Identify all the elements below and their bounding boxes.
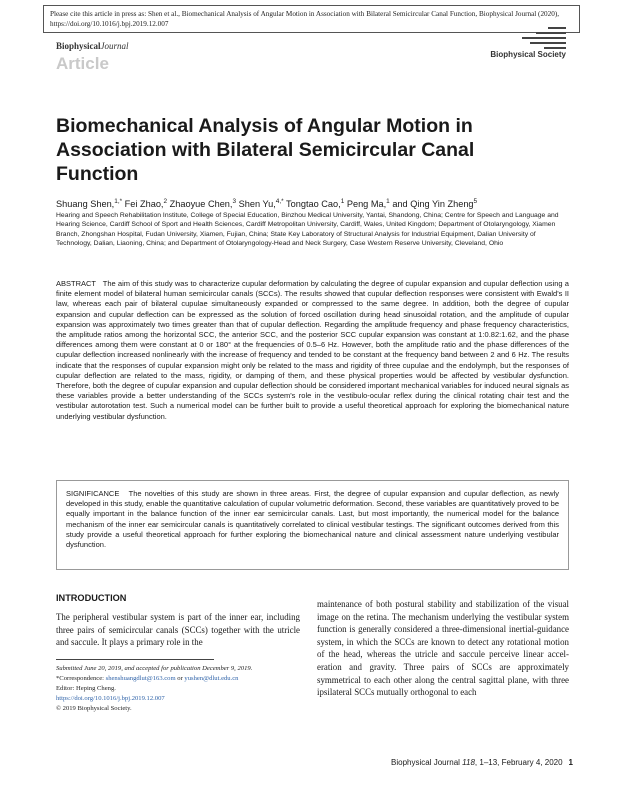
article-title: Biomechanical Analysis of Angular Motion in Association with Bilateral Semicircular Canal Function [56, 115, 475, 185]
author-affiliation: 1 [340, 197, 345, 205]
abstract-label: ABSTRACT [56, 279, 97, 288]
footnotes [56, 664, 300, 714]
author-name: and Qing Yin Zheng [389, 199, 474, 209]
author-name: Fei Zhao, [122, 199, 164, 209]
author-name: Zhaoyue Chen, [167, 199, 233, 209]
introduction-text-right: maintenance of both postural stability and stabilization of the visual image on the retina. The mechanism underlying the vestibular system function is generally considered a three-dimensional inertial-guidance system, in which the SCCs are known to detect any rotational motion of the head, whereas the utricle and saccule perceive linear acceleration and gravity. Three pairs of SCCs are approximately symmetrical to each other along the central sagittal plane, with three ipsilateral SCCs mutually orthogonal to each [317, 599, 569, 698]
introduction-text-left: The peripheral vestibular system is part of the inner ear, including three pairs of semicircular canals (SCCs) together with the utricle and saccule. It plays a primary role in the [56, 612, 300, 648]
significance-label: SIGNIFICANCE [66, 489, 120, 498]
article-type-label: Article [56, 54, 109, 73]
page-footer [343, 758, 573, 767]
footer-volume: 118 [462, 758, 475, 767]
author-name: Shuang Shen, [56, 199, 115, 209]
society-name: Biophysical Society [490, 50, 566, 59]
doi-link[interactable]: https://doi.org/10.1016/j.bpj.2019.12.007 [56, 694, 165, 702]
society-logo [486, 27, 566, 67]
email-link[interactable]: shenshuangdlut@163.com [105, 674, 176, 682]
correspondence: *Correspondence: shenshuangdlut@163.com or yushen@dlut.edu.cn [56, 674, 239, 682]
author-name: Shen Yu, [236, 199, 276, 209]
left-column [56, 593, 300, 714]
journal-name-bold: Biophysical [56, 41, 101, 51]
author-name: Peng Ma, [344, 199, 387, 209]
journal-name-italic: Journal [100, 41, 129, 51]
author-list [56, 199, 576, 209]
abstract [56, 279, 569, 422]
author-affiliation: 5 [473, 197, 478, 205]
significance-text: The novelties of this study are shown in three areas. First, the degree of cupular expansion and cupular deflection, as newly developed in this study, enable the quantitative calculation of cupular volumetric deformation. Second, these variables are quantitatively proved to be equally important in the balance function of the inner ear semicircular canals. Last, but most importantly, the numerical model for the balance mechanism of the inner ear semicircular canals is quantitatively correlated to clinical vestibular testings. The significant outcomes derived from this study provide a useful theoretical approach for further exploring the biomechanical nature and clinical assessment nature underlying vestibular dysfunction. [66, 489, 559, 550]
author-affiliation: 1 [386, 197, 390, 205]
page-number: 1 [568, 758, 573, 767]
email-link[interactable]: yushen@dlut.edu.cn [184, 674, 239, 682]
citation-notice: Please cite this article in press as: Shen et al., Biomechanical Analysis of Angular Motion in Association with Bilateral Semicircular Canal Function, Biophysical Journal (2020), https://doi.org/10.1016/j.bpj.2019.12.007 [43, 5, 580, 33]
footer-journal: Biophysical Journal [391, 758, 463, 767]
affiliations: Hearing and Speech Rehabilitation Institute, College of Special Education, Binzhou Medical University, Yantai, Shandong, China; Centre for Speech and Language and Hearing Science, Cardiff School of Sport and Health Sciences, Cardiff Metropolitan University, Cardiff, Wales, United Kingdom; Department of Otolaryngology, Xiamen Branch, Zhongshan Hospital, Fudan University, Xiamen, Fujian, China; State Key Laboratory of Structural Analysis for Industrial Equipment, Dalian University of Technology, Dalian, Liaoning, China; and Department of Otolaryngology-Head and Neck Surgery, Case Western Reserve University, Cleveland, Ohio [56, 212, 559, 248]
significance-box [56, 480, 569, 570]
copyright: © 2019 Biophysical Society. [56, 704, 132, 712]
author-name: Tongtao Cao, [283, 199, 341, 209]
footer-pages: , 1–13, February 4, 2020 [474, 758, 563, 767]
author-affiliation: 2 [163, 197, 168, 205]
footnote-divider [56, 659, 214, 660]
author-affiliation: 4,* [275, 197, 284, 205]
section-heading: INTRODUCTION [56, 593, 127, 603]
journal-logo [56, 41, 129, 51]
submission-dates: Submitted June 20, 2019, and accepted for publication December 9, 2019. [56, 664, 253, 672]
author-affiliation: 1,* [114, 197, 123, 205]
editor: Editor: Heping Cheng. [56, 684, 116, 692]
author-affiliation: 3 [232, 197, 237, 205]
society-bars-icon [510, 27, 566, 49]
abstract-text: The aim of this study was to characterize cupular deformation by calculating the degree of cupular expansion and cupular deflection using a finite element model of bilateral human semicircular canals (SCCs). The results showed that cupular deflection responses were consistent with Ewald's II law, whereas each pair of bilateral cupulae simultaneously expanded or compressed to the same degree. In addition, both the degree of cupular expansion and cupular deflection can be expressed as the solution of forced oscillation during head sinusoidal rotation, and the amplitude of cupular expansion was approximately two times greater than that of cupular deflection. Regarding the amplitude frequency and phase frequency characteristics, the amplitude ratios among the horizontal SCC, the anterior SCC, and the posterior SCC cupular expansion was constant at 1:0.82:1.62, and the phase differences among them were constant at 0 or 180° at the frequencies of 0.5–6 Hz. However, both the amplitude ratio and the phase differences of the cupular deflection increased nonlinearly with the increase of frequency and tended to be constant at the frequency band between 2 and 6 Hz. The results indicate that the responses of cupular expansion might only be related to the mass and rigidity of three cupulae and the endolymph, but the responses of cupular deflection are related to the mass, rigidity, or damping of them, and these physical properties would be affected by vestibular dysfunction. Therefore, both the degree of cupular expansion and cupular deflection should be considered important mechanical variables for induced neural signals as these variables provide a better understanding of the SCCs system's role in the vestibulo-ocular reflex during the clinical rotating chair test and the vestibular autorotation test. Such a numerical model can be further built to provide a useful theoretical approach for exploring the biomechanical nature underlying vestibular dysfunction. [56, 279, 569, 421]
